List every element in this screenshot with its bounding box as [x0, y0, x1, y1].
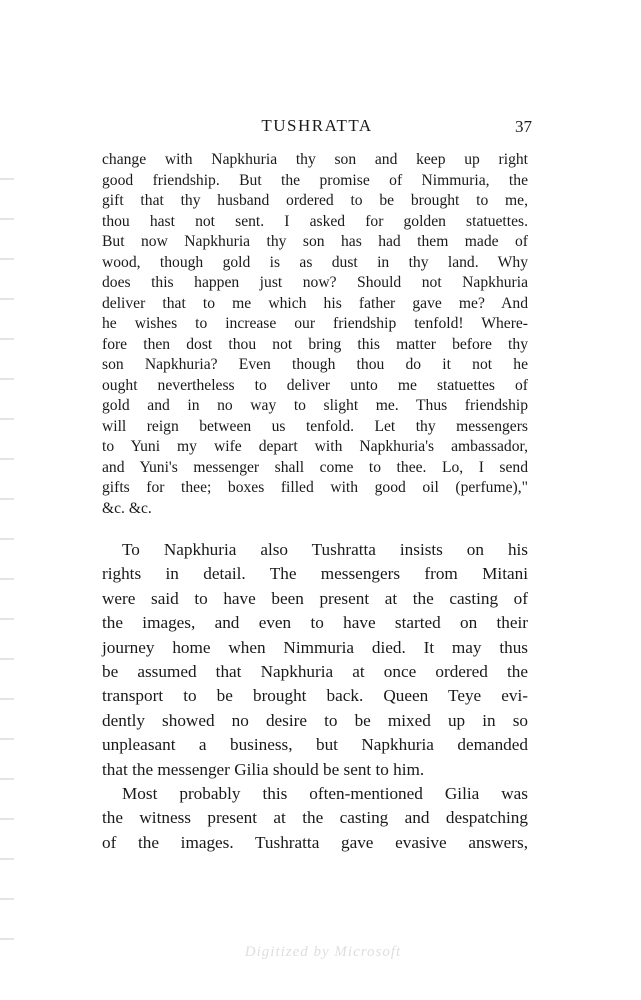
quote-line: he wishes to increase our friendship tenfold! Where-: [102, 315, 528, 332]
quote-line: thou hast not sent. I asked for golden statuettes.: [102, 212, 528, 230]
quote-line: deliver that to me which his father gave me? And: [102, 294, 528, 312]
watermark: Digitized by Microsoft: [244, 944, 402, 960]
quote-line: to Yuni my wife depart with Napkhuria's ambassador,: [102, 438, 528, 455]
quote-line: gifts for thee; boxes filled with good oil (perfume),": [102, 479, 528, 496]
quote-line: change with Napkhuria thy son and keep up right: [102, 151, 528, 168]
paragraph-1: [102, 538, 528, 782]
quote-line: does this happen just now? Should not Napkhuria: [102, 274, 528, 291]
text-line: be assumed that Napkhuria at once ordered the: [102, 662, 528, 682]
body-text: [102, 538, 528, 855]
quote-line: &c. &c.: [102, 499, 152, 517]
running-title: TUSHRATTA: [261, 116, 373, 135]
text-line: journey home when Nimmuria died. It may thus: [102, 637, 528, 657]
scan-margin-marks: [0, 140, 14, 970]
quote-line: wood, though gold is as dust in thy land. Why: [102, 253, 528, 271]
text-line: that the messenger Gilia should be sent to him.: [102, 759, 425, 779]
quote-line: fore then dost thou not bring this matter before thy: [102, 335, 528, 353]
quote-line: ought nevertheless to deliver unto me statuettes of: [102, 376, 528, 394]
quote-line: But now Napkhuria thy son has had them made of: [102, 233, 528, 250]
paragraph-2: [102, 782, 528, 855]
quote-line: and Yuni's messenger shall come to thee. Lo, I send: [102, 458, 528, 476]
text-line: Most probably this often-mentioned Gilia was: [122, 784, 528, 804]
quote-line: gold and in no way to slight me. Thus friendship: [102, 397, 528, 414]
quote-line: gift that thy husband ordered to be brought to me,: [102, 192, 528, 209]
text-line: To Napkhuria also Tushratta insists on his: [122, 540, 528, 559]
text-line: of the images. Tushratta gave evasive answers,: [102, 832, 528, 852]
text-line: rights in detail. The messengers from Mitani: [102, 564, 528, 584]
page-header: [102, 116, 532, 138]
quoted-letter: [102, 150, 528, 519]
text-line: the images, and even to have started on their: [102, 613, 528, 633]
text-line: the witness present at the casting and despatching: [102, 808, 528, 828]
text-line: were said to have been present at the casting of: [102, 588, 528, 608]
text-line: transport to be brought back. Queen Teye evi-: [102, 686, 528, 706]
quote-line: son Napkhuria? Even though thou do it not he: [102, 356, 528, 373]
text-line: unpleasant a business, but Napkhuria demanded: [102, 735, 528, 755]
quote-line: will reign between us tenfold. Let thy messengers: [102, 417, 528, 435]
quote-line: good friendship. But the promise of Nimmuria, the: [102, 171, 528, 189]
text-line: dently showed no desire to be mixed up in so: [102, 710, 528, 730]
page-number: 37: [515, 117, 532, 136]
